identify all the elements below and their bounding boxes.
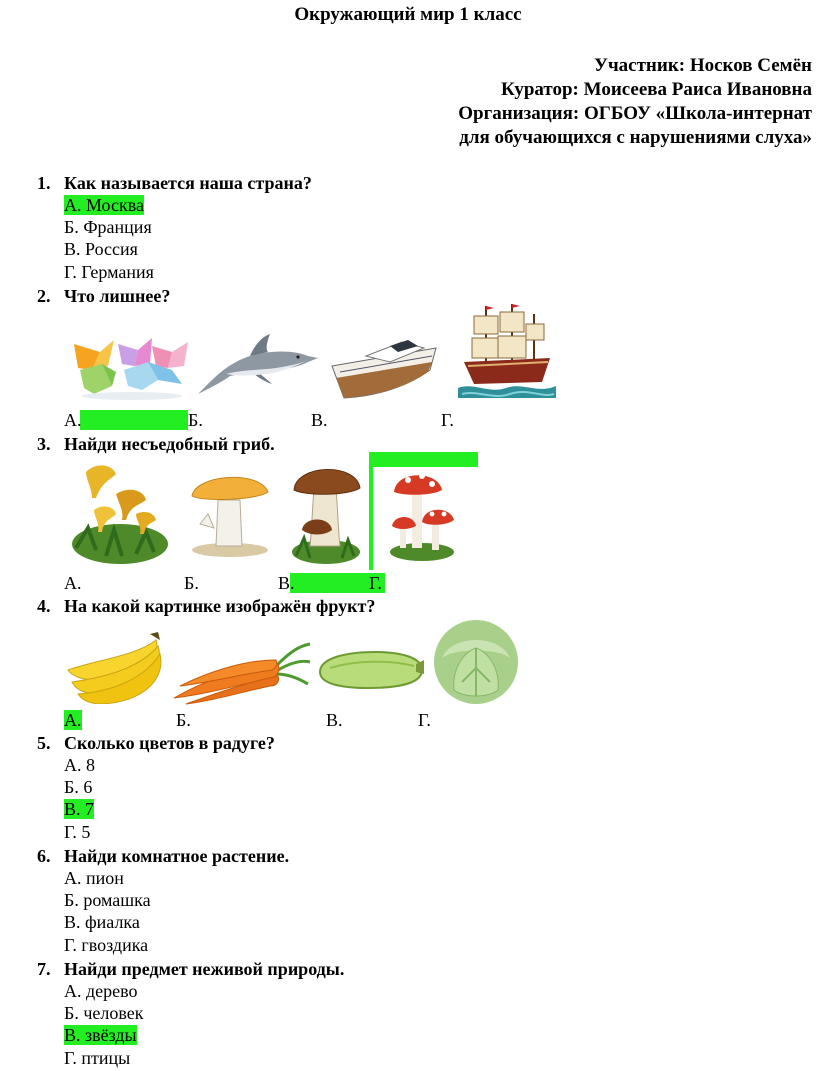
question-7: 7. Найди предмет неживой природы. <box>37 959 345 979</box>
q6-option-a[interactable]: А. пион <box>64 868 124 888</box>
q3-answer-highlight-side <box>369 452 373 570</box>
q3-label-d[interactable]: Г. <box>369 573 382 593</box>
q2-label-d[interactable]: Г. <box>441 410 454 430</box>
q1-option-c[interactable]: В. Россия <box>64 239 138 259</box>
q6-option-c[interactable]: В. фиалка <box>64 912 140 932</box>
q4-label-c[interactable]: В. <box>326 710 343 730</box>
q7-option-c[interactable]: В. звёзды <box>64 1025 137 1045</box>
curator: Куратор: Моисеева Раиса Ивановна <box>501 79 812 100</box>
participant: Участник: Носков Семён <box>594 55 812 76</box>
q7-option-d[interactable]: Г. птицы <box>64 1048 131 1068</box>
q4-label-a[interactable]: А. <box>64 710 82 730</box>
q7-option-b[interactable]: Б. человек <box>64 1003 144 1023</box>
question-4: 4. На какой картинке изображён фрукт? <box>37 596 376 616</box>
porcini-icon[interactable] <box>290 460 362 566</box>
question-2: 2. Что лишнее? <box>37 286 171 306</box>
q6-option-b[interactable]: Б. ромашка <box>64 890 151 910</box>
q1-option-b[interactable]: Б. Франция <box>64 217 152 237</box>
cabbage-icon[interactable] <box>432 618 520 706</box>
q1-option-a[interactable]: А. Москва <box>64 195 144 215</box>
q3-answer-highlight-top <box>369 452 478 467</box>
paper-boats-icon[interactable] <box>72 330 194 402</box>
sailing-ship-icon[interactable] <box>458 302 556 402</box>
carrot-icon[interactable] <box>172 640 312 706</box>
organization-line-1: Организация: ОГБОУ «Школа-интернат <box>458 103 812 124</box>
q5-option-d[interactable]: Г. 5 <box>64 822 91 842</box>
motor-boat-icon[interactable] <box>328 326 442 402</box>
q5-option-c[interactable]: В. 7 <box>64 799 95 819</box>
question-5: 5. Сколько цветов в радуге? <box>37 733 275 753</box>
chanterelle-icon[interactable] <box>66 458 172 566</box>
q6-option-d[interactable]: Г. гвоздика <box>64 935 149 955</box>
q7-option-a[interactable]: А. дерево <box>64 981 138 1001</box>
question-6: 6. Найди комнатное растение. <box>37 846 290 866</box>
page-title: Окружающий мир 1 класс <box>294 4 522 25</box>
dolphin-icon[interactable] <box>196 334 320 396</box>
q5-option-a[interactable]: А. 8 <box>64 755 95 775</box>
q4-label-d[interactable]: Г. <box>418 710 431 730</box>
white-mushroom-icon[interactable] <box>188 466 270 558</box>
zucchini-icon[interactable] <box>316 644 426 694</box>
q3-label-c[interactable]: В. <box>278 573 295 593</box>
q1-option-d[interactable]: Г. Германия <box>64 262 154 282</box>
q2-answer-highlight <box>80 410 188 430</box>
q2-label-b[interactable]: Б. <box>188 410 203 430</box>
q2-label-c[interactable]: В. <box>311 410 328 430</box>
q2-label-a[interactable]: А. <box>64 410 82 430</box>
fly-agaric-icon[interactable] <box>388 468 458 562</box>
q3-label-b[interactable]: Б. <box>184 573 199 593</box>
organization-line-2: для обучающихся с нарушениями слуха» <box>459 127 812 148</box>
q5-option-b[interactable]: Б. 6 <box>64 777 93 797</box>
question-1: 1. Как называется наша страна? <box>37 173 312 193</box>
q3-label-a[interactable]: А. <box>64 573 82 593</box>
banana-icon[interactable] <box>66 630 168 704</box>
q4-label-b[interactable]: Б. <box>176 710 191 730</box>
question-3: 3. Найди несъедобный гриб. <box>37 434 275 454</box>
